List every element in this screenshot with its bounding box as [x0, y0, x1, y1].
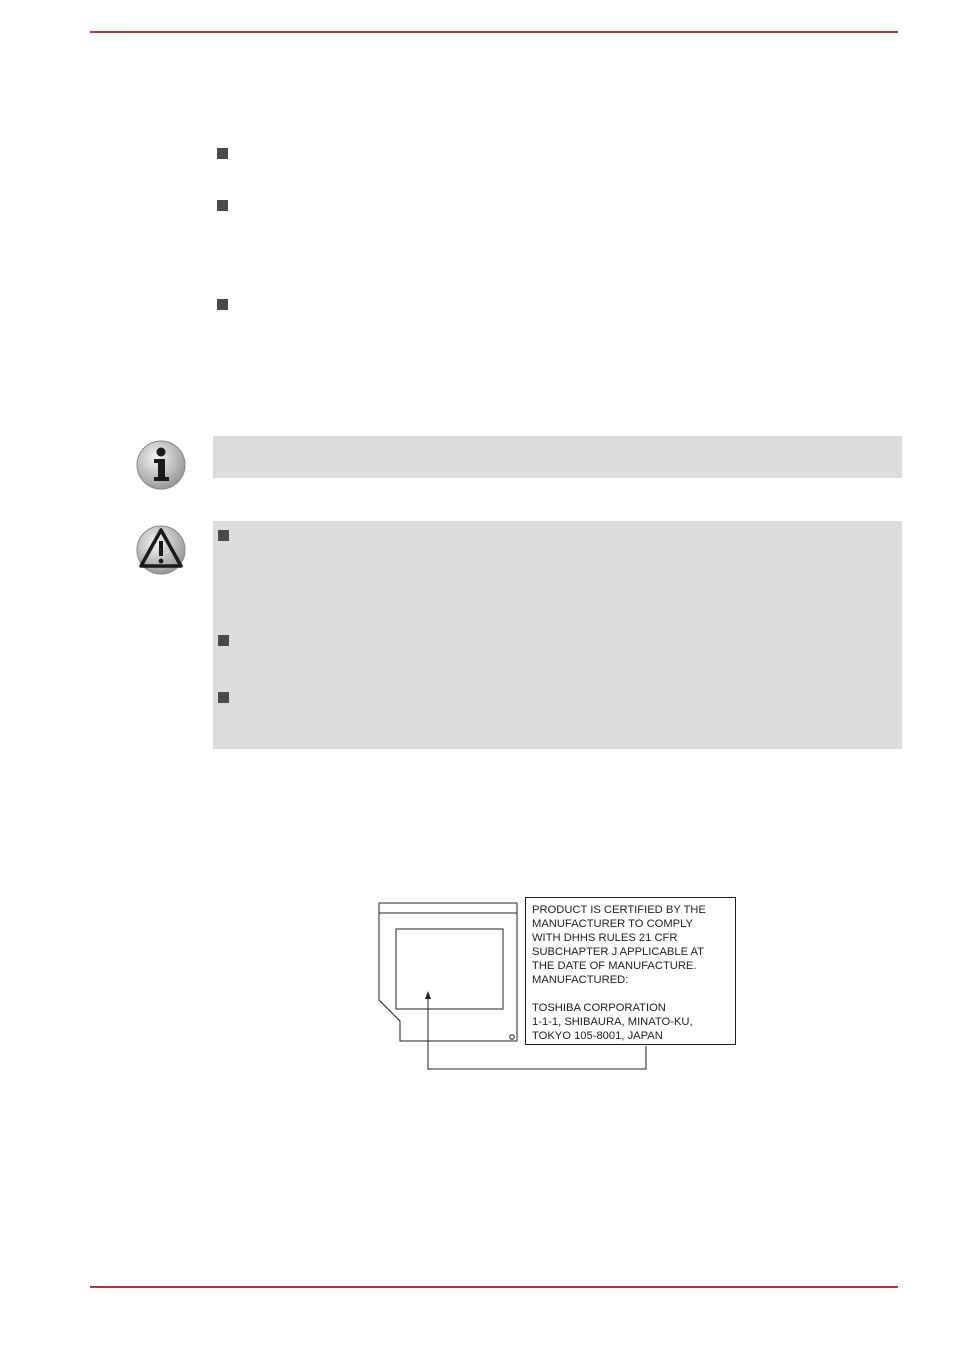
arrow-head [425, 991, 431, 999]
drive-screw [510, 1035, 515, 1040]
drive-outline [379, 913, 517, 1041]
drive-top-edge [379, 903, 517, 913]
warning-icon [135, 524, 187, 576]
footer-rule [90, 1286, 898, 1288]
list-bullet [217, 148, 228, 159]
label-line: PRODUCT IS CERTIFIED BY THE [532, 904, 706, 916]
label-line: 1-1-1, SHIBAURA, MINATO-KU, [532, 1016, 693, 1028]
note-callout [213, 436, 902, 478]
label-line: WITH DHHS RULES 21 CFR [532, 932, 678, 944]
label-line: SUBCHAPTER J APPLICABLE AT [532, 946, 705, 958]
label-location [396, 929, 503, 1009]
certification-label [525, 897, 736, 1045]
list-bullet [217, 200, 228, 211]
label-line: MANUFACTURED: [532, 974, 629, 986]
label-line: MANUFACTURER TO COMPLY [532, 918, 693, 930]
caution-bullet [218, 530, 229, 541]
info-icon [135, 439, 187, 491]
label-line: TOSHIBA CORPORATION [532, 1002, 666, 1014]
header-rule [90, 31, 898, 33]
label-line: THE DATE OF MANUFACTURE. [532, 960, 697, 972]
label-line: TOKYO 105-8001, JAPAN [532, 1030, 663, 1042]
list-bullet [217, 299, 228, 310]
caution-bullet [218, 692, 229, 703]
caution-callout [213, 521, 902, 749]
caution-bullet [218, 635, 229, 646]
